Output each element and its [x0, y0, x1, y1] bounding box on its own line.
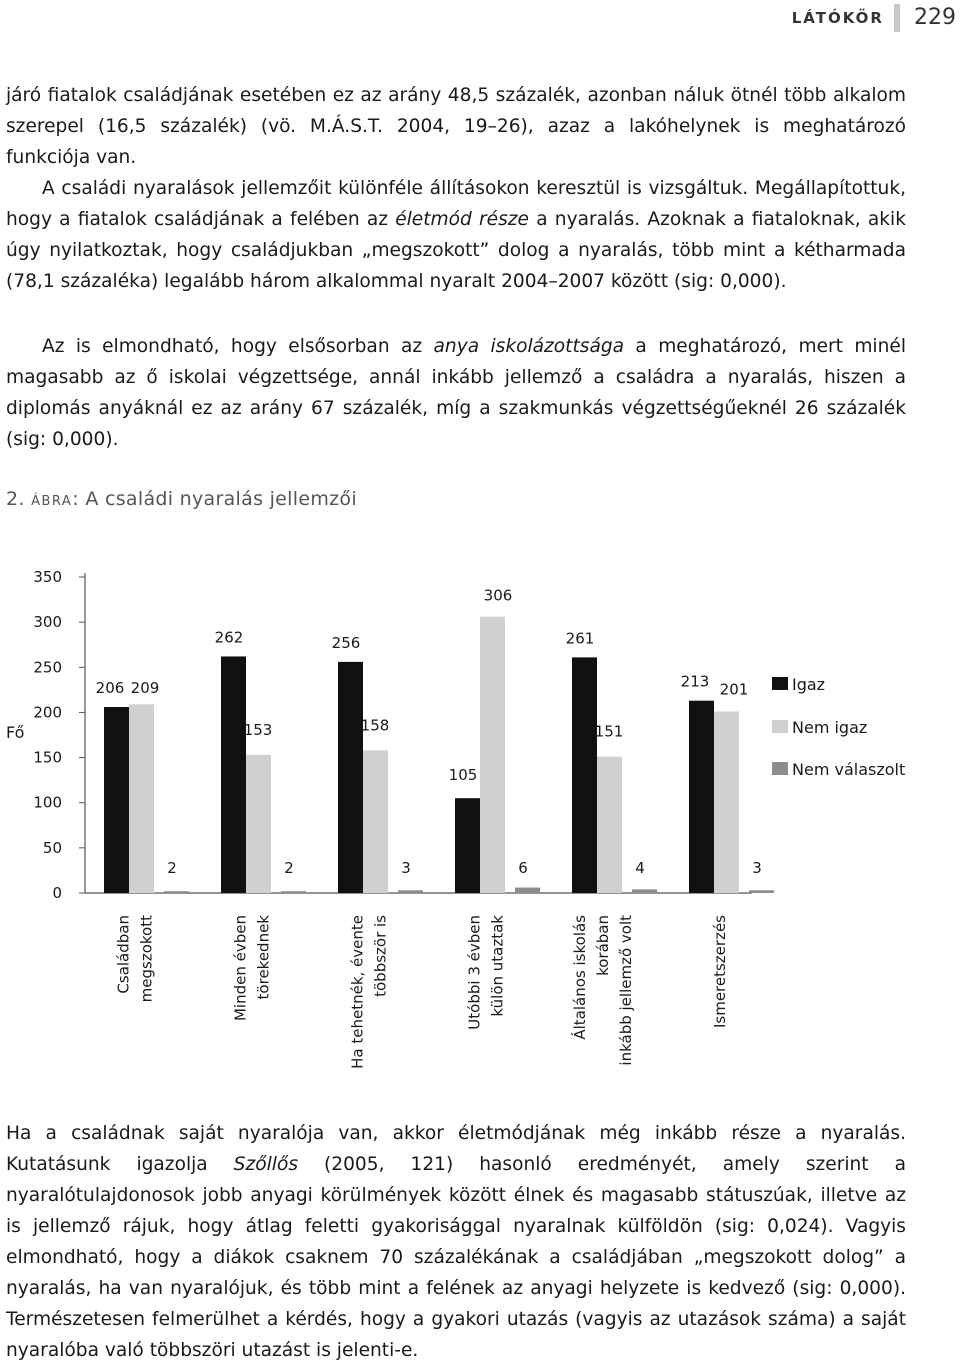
paragraph-4-emphasis: Szőllős	[233, 1154, 299, 1175]
figure-number: 2.	[6, 488, 25, 510]
page-header	[0, 4, 960, 30]
figure-label: ábra	[31, 488, 73, 510]
bar-nem-igaz	[129, 704, 154, 893]
paragraph-2-text-b: a nyaralás. Azoknak a fiataloknak, akik úgy nyilatkoztak, hogy családjukban „megszokott” dolog a nyaralás, több mint a kétharmada (78,1 százaléka) legalább három alkalommal nyaralt 2004–2007 között (sig: 0,000).	[6, 209, 906, 292]
paragraph-1-text: járó fiatalok családjának esetében ez az arány 48,5 százalék, azonban náluk ötnél több alkalom szerepel (16,5 százalék) (vö. M.Á.S.T. 2004, 19–26), azaz a lakóhelynek is meghatározó funkciója van.	[6, 85, 906, 168]
value-label: 306	[483, 586, 513, 605]
y-tick-label: 50	[42, 838, 62, 857]
bar-nem-igaz	[246, 755, 271, 893]
bar-nem-igaz	[714, 712, 739, 893]
paragraph-3-text-b: a meghatározó, mert minél magasabb az ő iskolai végzettsége, annál inkább jellemző a családra a nyaralás, hiszen a diplomás anyáknál ez az arány 67 százalék, míg a szakmunkás végzettségűeknél 26 százalék (sig: 0,000).	[6, 336, 906, 450]
paragraph-4-text-a: Ha a családnak saját nyaralója van, akkor életmódjának még inkább része a nyaralás. Kutatásunk igazolja	[6, 1123, 906, 1175]
value-label: 3	[752, 859, 762, 877]
bar-nem-válaszolt	[515, 888, 540, 893]
y-tick-label: 150	[33, 748, 62, 767]
paragraph-2-text-a: A családi nyaralások jellemzőit különféle állításokon keresztül is vizsgáltuk. Megállapítottuk, hogy a fiatalok családjának a felében az	[6, 178, 906, 230]
value-label: 261	[565, 629, 595, 648]
bar-igaz	[104, 707, 129, 893]
value-label: 153	[243, 720, 273, 739]
value-label: 256	[331, 633, 361, 652]
bar-nem-válaszolt	[749, 890, 774, 893]
legend-label: Igaz	[792, 675, 826, 694]
value-label: 6	[518, 859, 528, 877]
category-label: Utóbbi 3 évben	[465, 915, 484, 1030]
value-label: 209	[130, 679, 160, 698]
bar-igaz	[455, 798, 480, 893]
figure-caption	[6, 488, 357, 510]
value-label: 151	[594, 722, 624, 741]
value-label: 2	[284, 859, 294, 877]
category-label: korában	[594, 915, 612, 976]
y-tick-label: 100	[33, 793, 62, 812]
header-divider	[894, 4, 900, 32]
category-label: megszokott	[137, 915, 156, 1003]
bar-igaz	[572, 657, 597, 893]
bar-nem-válaszolt	[398, 890, 423, 893]
legend-swatch	[772, 762, 788, 775]
bar-nem-igaz	[480, 617, 505, 893]
bar-nem-igaz	[363, 750, 388, 893]
paragraph-2	[6, 173, 906, 297]
value-label: 262	[214, 628, 244, 647]
legend-swatch	[772, 720, 788, 733]
value-label: 3	[401, 859, 411, 877]
category-label: többször is	[371, 915, 390, 997]
category-label: Ismeretszerzés	[711, 915, 729, 1029]
paragraph-3-text-a: Az is elmondható, hogy elsősorban az	[42, 336, 434, 357]
y-tick-label: 200	[33, 703, 62, 722]
value-label: 105	[448, 766, 478, 784]
figure-title: : A családi nyaralás jellemzői	[72, 488, 357, 510]
paragraph-2-emphasis: életmód része	[395, 209, 529, 230]
bar-chart	[0, 550, 960, 1090]
category-label: Minden évben	[231, 915, 250, 1022]
bar-nem-válaszolt	[281, 891, 306, 893]
category-label: törekednek	[254, 915, 273, 1000]
bar-igaz	[689, 701, 714, 893]
paragraph-4	[6, 1118, 906, 1366]
paragraph-3-emphasis: anya iskolázottsága	[433, 336, 625, 357]
y-tick-label: 350	[33, 568, 62, 586]
value-label: 158	[360, 716, 390, 735]
y-axis-label: Fő	[6, 723, 25, 742]
y-tick-label: 250	[33, 658, 62, 677]
y-tick-label: 300	[33, 613, 62, 632]
paragraph-4-text-b: (2005, 121) hasonló eredményét, amely szerint a nyaralótulajdonosok jobb anyagi körülmények között élnek és magasabb státuszúak, illetve az is jellemző rájuk, hogy átlag feletti gyakorisággal nyaralnak külföldön (sig: 0,024). Vagyis elmondható, hogy a diákok csaknem 70 százalékának a családjában „megszokott dolog” a nyaralás, ha van nyaralójuk, és több mint a felének az anyagi helyzete is kedvező (sig: 0,000). Természetesen felmerülhet a kérdés, hogy a gyakori utazás (vagyis az utazások száma) a saját nyaralóba való többszöri utazást is jelenti-e.	[6, 1154, 906, 1361]
legend-swatch	[772, 677, 788, 690]
page-number: 229	[914, 5, 956, 30]
paragraph-3	[6, 331, 906, 455]
category-label: Ha tehetnék, évente	[348, 915, 367, 1069]
value-label: 213	[680, 672, 710, 691]
bar-nem-válaszolt	[164, 891, 189, 893]
bar-igaz	[338, 662, 363, 893]
value-label: 2	[167, 859, 177, 877]
bar-igaz	[221, 656, 246, 893]
bar-nem-válaszolt	[632, 889, 657, 893]
section-title: LÁTÓKÖR	[791, 9, 884, 27]
y-tick-label: 0	[52, 884, 62, 902]
bar-nem-igaz	[597, 757, 622, 893]
category-label: inkább jellemző volt	[617, 915, 635, 1066]
legend-label: Nem igaz	[792, 718, 868, 737]
category-label: külön utaztak	[488, 915, 507, 1017]
value-label: 201	[719, 680, 749, 699]
category-label: Általános iskolás	[571, 915, 589, 1040]
value-label: 206	[95, 679, 125, 698]
category-label: Családban	[114, 915, 133, 994]
paragraph-1	[6, 80, 906, 173]
legend-label: Nem válaszolt	[792, 760, 906, 779]
value-label: 4	[635, 859, 645, 877]
